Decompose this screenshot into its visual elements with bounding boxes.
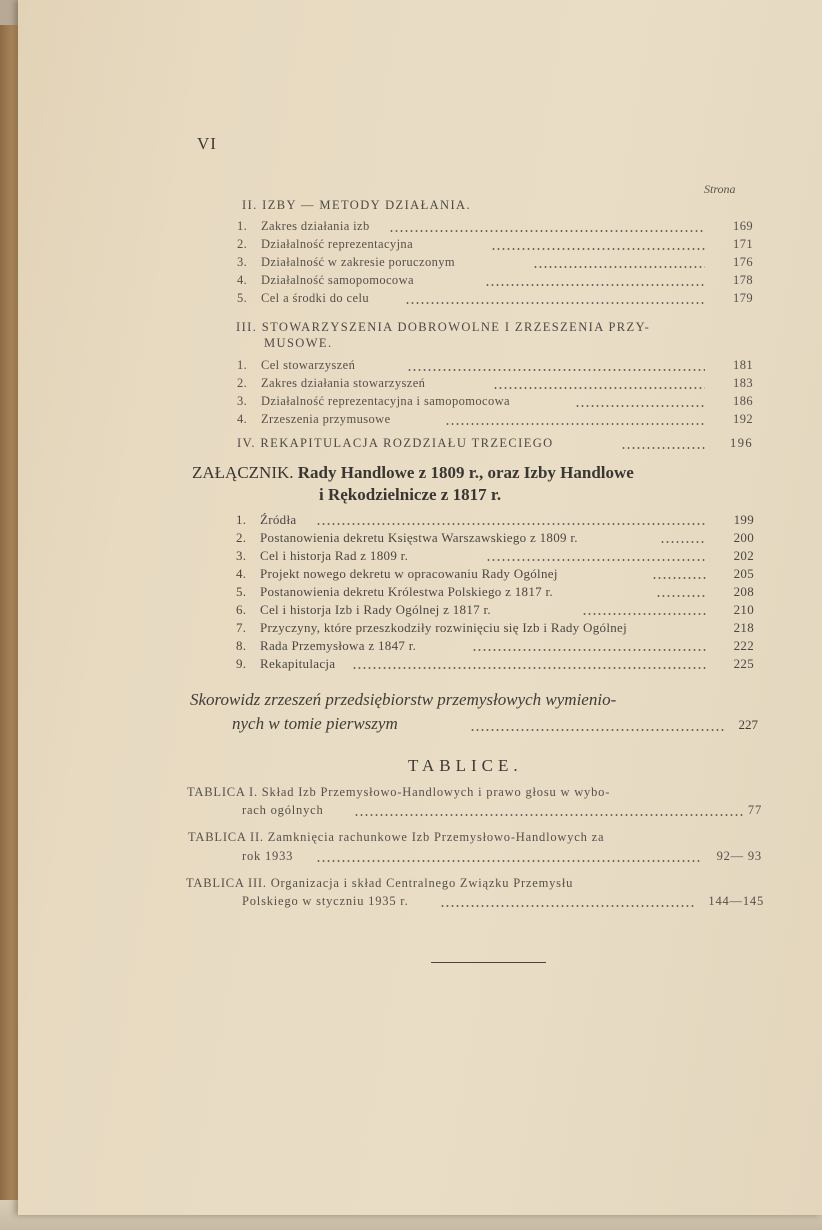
- toc-page: 200: [733, 530, 754, 545]
- annex-row: [236, 530, 754, 547]
- table-list-item-line2: Polskiego w styczniu 1935 r.: [242, 894, 409, 908]
- annex-row: [236, 512, 754, 529]
- toc-number: 5.: [236, 584, 247, 599]
- section-3-heading-cont: MUSOWE.: [264, 336, 333, 350]
- table-list-item-row: [242, 849, 762, 865]
- toc-page: 186: [733, 394, 753, 408]
- toc-page: 171: [733, 237, 753, 251]
- toc-page: 181: [733, 358, 753, 372]
- toc-page: 176: [733, 255, 753, 269]
- table-list-item-line2: rach ogólnych: [242, 803, 324, 817]
- toc-title: Rekapitulacja: [260, 656, 336, 671]
- dot-leader: [407, 369, 705, 371]
- annex-heading-cont: [319, 485, 501, 505]
- toc-row: [237, 273, 753, 289]
- closing-rule: [431, 962, 546, 963]
- dot-leader: [621, 447, 705, 449]
- annex-heading: [192, 463, 634, 483]
- annex-row: [236, 656, 754, 673]
- dot-leader: [445, 423, 705, 425]
- toc-row: [237, 291, 753, 307]
- table-list-item-line1: TABLICA I. Skład Izb Przemysłowo-Handlowych i prawo głosu w wybo-: [187, 785, 611, 799]
- tablice-heading: TABLICE.: [408, 756, 523, 775]
- page-number: VI: [197, 134, 217, 153]
- dot-leader: [660, 541, 706, 543]
- toc-row: [237, 376, 753, 392]
- toc-number: 6.: [236, 602, 247, 617]
- document-page: [18, 0, 822, 1215]
- toc-page: 222: [733, 638, 754, 653]
- toc-number: 8.: [236, 638, 247, 653]
- toc-title: Zakres działania stowarzyszeń: [261, 376, 426, 390]
- toc-number: 4.: [237, 412, 248, 426]
- table-list-item-line1: TABLICA II. Zamknięcia rachunkowe Izb Przemysłowo-Handlowych za: [188, 830, 605, 844]
- toc-title: Źródła: [260, 512, 297, 527]
- toc-title: Cel a środki do celu: [261, 291, 369, 305]
- dot-leader: [389, 230, 705, 232]
- toc-number: 3.: [236, 548, 247, 563]
- toc-page: 77: [747, 803, 762, 817]
- dot-leader: [493, 387, 705, 389]
- toc-row: [237, 394, 753, 410]
- toc-number: 1.: [237, 358, 248, 372]
- toc-number: 2.: [237, 237, 248, 251]
- annex-title: Rady Handlowe z 1809 r., oraz Izby Handlowe: [297, 463, 634, 482]
- annex-label: ZAŁĄCZNIK.: [192, 463, 294, 482]
- table-list-item-line1: TABLICA III. Organizacja i skład Centralnego Związku Przemysłu: [186, 876, 574, 890]
- dot-leader: [316, 860, 700, 862]
- dot-leader: [656, 595, 706, 597]
- annex-row: [236, 548, 754, 565]
- dot-leader: [486, 559, 706, 561]
- index-entry-line2: nych w tomie pierwszym: [232, 714, 398, 733]
- toc-page: 144—145: [708, 894, 764, 908]
- annex-row: [236, 620, 754, 637]
- dot-leader: [582, 613, 706, 615]
- dot-leader: [533, 266, 705, 268]
- dot-leader: [470, 729, 726, 731]
- toc-page: 202: [733, 548, 754, 563]
- toc-title: Cel stowarzyszeń: [261, 358, 356, 372]
- toc-title: Zrzeszenia przymusowe: [261, 412, 391, 426]
- toc-page: 225: [733, 656, 754, 671]
- toc-page: 227: [738, 717, 758, 732]
- toc-title: Zakres działania izb: [261, 219, 370, 233]
- section-4-heading: IV. REKAPITULACJA ROZDZIAŁU TRZECIEGO: [237, 436, 554, 450]
- dot-leader: [472, 649, 706, 651]
- toc-title: Cel i historja Rad z 1809 r.: [260, 548, 409, 563]
- dot-leader: [652, 577, 706, 579]
- toc-row: [237, 237, 753, 253]
- section-3-heading: III. STOWARZYSZENIA DOBROWOLNE I ZRZESZENIA PRZY-: [236, 320, 651, 334]
- toc-page: 178: [733, 273, 753, 287]
- toc-page: 205: [733, 566, 754, 581]
- table-list-item-row: [242, 894, 764, 910]
- toc-page: 179: [733, 291, 753, 305]
- toc-page: 192: [733, 412, 753, 426]
- toc-title: Cel i historja Izb i Rady Ogólnej z 1817 r.: [260, 602, 491, 617]
- toc-title: Działalność reprezentacyjna i samopomocowa: [261, 394, 510, 408]
- toc-number: 4.: [236, 566, 247, 581]
- toc-number: 1.: [236, 512, 247, 527]
- annex-row: [236, 566, 754, 583]
- toc-number: 4.: [237, 273, 248, 287]
- toc-number: 2.: [237, 376, 248, 390]
- annex-row: [236, 638, 754, 655]
- toc-number: 2.: [236, 530, 247, 545]
- annex-row: [236, 602, 754, 619]
- toc-number: 7.: [236, 620, 247, 635]
- toc-number: 1.: [237, 219, 248, 233]
- toc-number: 3.: [237, 394, 248, 408]
- column-label-strona: Strona: [704, 182, 736, 196]
- index-entry-line2-row: [232, 714, 758, 736]
- dot-leader: [316, 523, 706, 525]
- toc-page: 169: [733, 219, 753, 233]
- dot-leader: [491, 248, 705, 250]
- toc-title: Postanowienia dekretu Księstwa Warszawskiego z 1809 r.: [260, 530, 578, 545]
- dot-leader: [352, 667, 706, 669]
- dot-leader: [440, 905, 696, 907]
- toc-number: 5.: [237, 291, 248, 305]
- dot-leader: [575, 405, 705, 407]
- dot-leader: [405, 302, 705, 304]
- toc-title: Działalność reprezentacyjna: [261, 237, 414, 251]
- table-list-item-row: [242, 803, 762, 819]
- toc-page: 92— 93: [716, 849, 762, 863]
- toc-number: 9.: [236, 656, 247, 671]
- table-list-item-line2: rok 1933: [242, 849, 294, 863]
- toc-row: [237, 219, 753, 235]
- toc-number: 3.: [237, 255, 248, 269]
- toc-page: 218: [733, 620, 754, 635]
- toc-title: Projekt nowego dekretu w opracowaniu Rady Ogólnej: [260, 566, 558, 581]
- annex-title-cont: i Rękodzielnicze z 1817 r.: [319, 485, 502, 504]
- toc-page: 183: [733, 376, 753, 390]
- section-4-row: [237, 436, 753, 452]
- annex-row: [236, 584, 754, 601]
- dot-leader: [354, 814, 744, 816]
- dot-leader: [485, 284, 705, 286]
- toc-page: 199: [733, 512, 754, 527]
- toc-page: 208: [733, 584, 754, 599]
- index-entry-line1: Skorowidz zrzeszeń przedsiębiorstw przemysłowych wymienio-: [190, 690, 617, 709]
- toc-title: Przyczyny, które przeszkodziły rozwinięciu się Izb i Rady Ogólnej: [260, 620, 628, 635]
- toc-row: [237, 358, 753, 374]
- toc-title: Postanowienia dekretu Królestwa Polskiego z 1817 r.: [260, 584, 553, 599]
- toc-page: 196: [730, 436, 753, 450]
- toc-title: Działalność w zakresie poruczonym: [261, 255, 456, 269]
- toc-row: [237, 255, 753, 271]
- toc-title: Działalność samopomocowa: [261, 273, 414, 287]
- toc-row: [237, 412, 753, 428]
- section-2-heading: II. IZBY — METODY DZIAŁANIA.: [242, 198, 471, 212]
- toc-page: 210: [733, 602, 754, 617]
- toc-title: Rada Przemysłowa z 1847 r.: [260, 638, 417, 653]
